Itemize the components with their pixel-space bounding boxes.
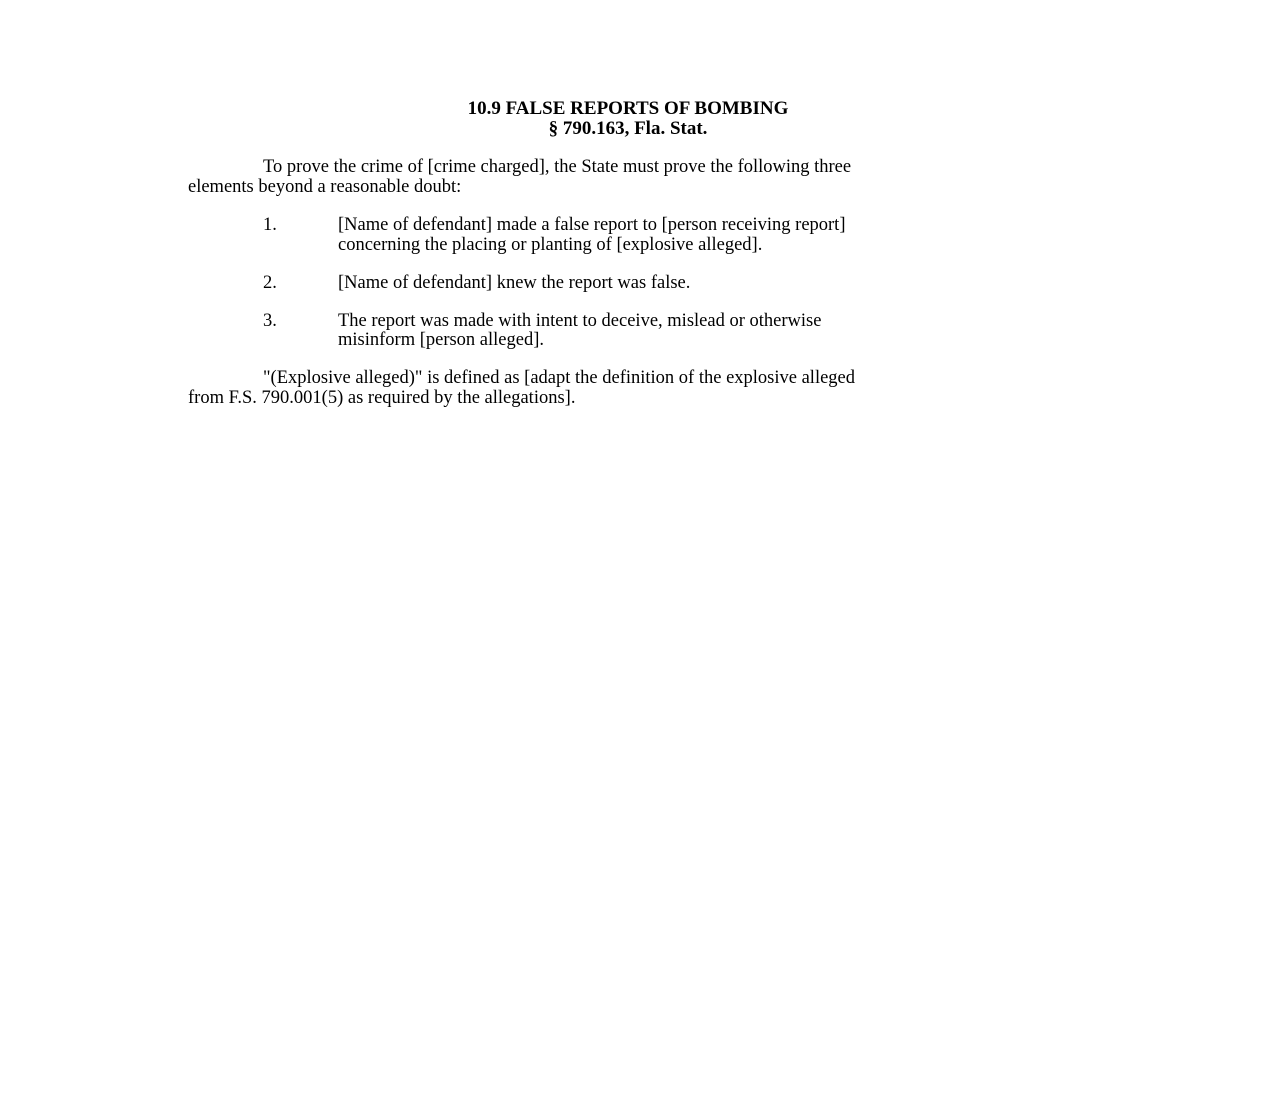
- elements-list: [188, 216, 1068, 351]
- list-item: [188, 274, 1068, 294]
- list-item: [188, 216, 1068, 255]
- document-page: [188, 99, 1068, 408]
- element-text-line-2: concerning the placing or planting of [explosive alleged].: [338, 234, 763, 255]
- element-number: 1.: [263, 215, 277, 235]
- element-number: 2.: [263, 272, 277, 293]
- element-text-line-2: misinform [person alleged].: [338, 330, 545, 350]
- intro-line-2: elements beyond a reasonable doubt:: [188, 176, 462, 197]
- intro-line-1: To prove the crime of [crime charged], the State must prove the following three: [263, 157, 852, 177]
- definition-line-2: from F.S. 790.001(5) as required by the allegations].: [188, 387, 576, 408]
- title-line-1: 10.9 FALSE REPORTS OF BOMBING: [467, 98, 789, 119]
- title-line-2: § 790.163, Fla. Stat.: [548, 118, 708, 139]
- element-text-line-1: The report was made with intent to deceive, mislead or otherwise: [338, 310, 822, 331]
- definition-line-1: "(Explosive alleged)" is defined as [adapt the definition of the explosive alleged: [263, 368, 856, 388]
- definition-paragraph: [188, 369, 1068, 408]
- list-item: [188, 312, 1068, 351]
- element-number: 3.: [263, 310, 277, 331]
- document-title: [188, 99, 1068, 139]
- element-text-line-1: [Name of defendant] knew the report was false.: [338, 272, 691, 293]
- intro-paragraph: [188, 158, 1068, 197]
- element-text-line-1: [Name of defendant] made a false report to [person receiving report]: [338, 215, 846, 235]
